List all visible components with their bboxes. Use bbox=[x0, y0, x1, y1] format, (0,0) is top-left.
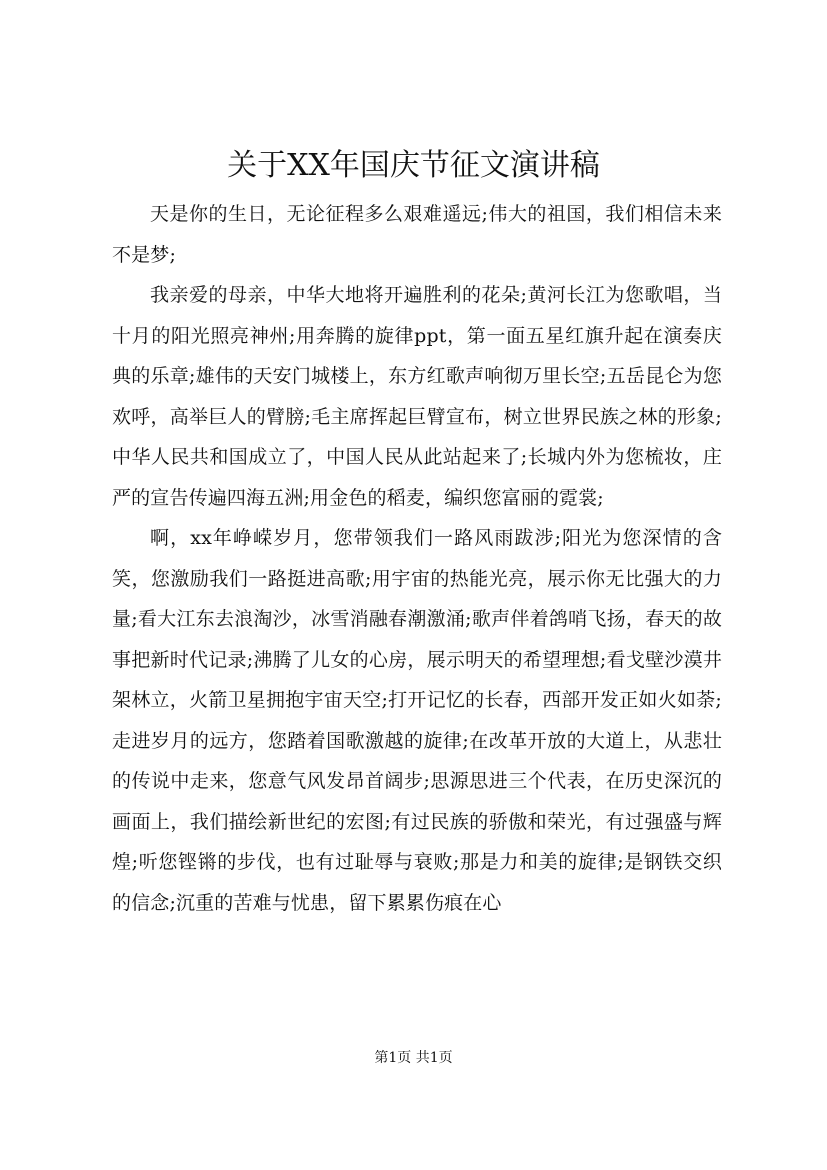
paragraph-2: 我亲爱的母亲，中华大地将开遍胜利的花朵;黄河长江为您歌唱，当十月的阳光照亮神州;用奔腾的旋律ppt，第一面五星红旗升起在演奏庆典的乐章;雄伟的天安门城楼上，东方红歌声响彻万里长空;五岳昆仑为您欢呼，高举巨人的臂膀;毛主席挥起巨臂宣布，树立世界民族之林的形象;中华人民共和国成立了，中国人民从此站起来了;长城内外为您梳妆，庄严的宣告传遍四海五洲;用金色的稻麦，编织您富丽的霓裳; bbox=[112, 284, 722, 509]
paragraph-1: 天是你的生日，无论征程多么艰难遥远;伟大的祖国，我们相信未来不是梦; bbox=[112, 203, 722, 266]
page-number-label: 第1页 共1页 bbox=[374, 1050, 453, 1066]
page-footer bbox=[0, 1047, 827, 1069]
document-title: 关于XX年国庆节征文演讲稿 bbox=[227, 148, 600, 183]
document-body bbox=[112, 194, 722, 923]
paragraph-3: 啊，xx年峥嵘岁月，您带领我们一路风雨跋涉;阳光为您深情的含笑，您激励我们一路挺进高歌;用宇宙的热能光亮，展示你无比强大的力量;看大江东去浪淘沙，冰雪消融春潮激涌;歌声伴着鸽哨飞扬，春天的故事把新时代记录;沸腾了儿女的心房，展示明天的希望理想;看戈壁沙漠井架林立，火箭卫星拥抱宇宙天空;打开记忆的长春，西部开发正如火如荼;走进岁月的远方，您踏着国歌激越的旋律;在改革开放的大道上，从悲壮的传说中走来，您意气风发昂首阔步;思源思进三个代表，在历史深沉的画面上，我们描绘新世纪的宏图;有过民族的骄傲和荣光，有过强盛与辉煌;听您铿锵的步伐，也有过耻辱与衰败;那是力和美的旋律;是钢铁交织的信念;沉重的苦难与忧患，留下累累伤痕在心 bbox=[112, 527, 722, 914]
